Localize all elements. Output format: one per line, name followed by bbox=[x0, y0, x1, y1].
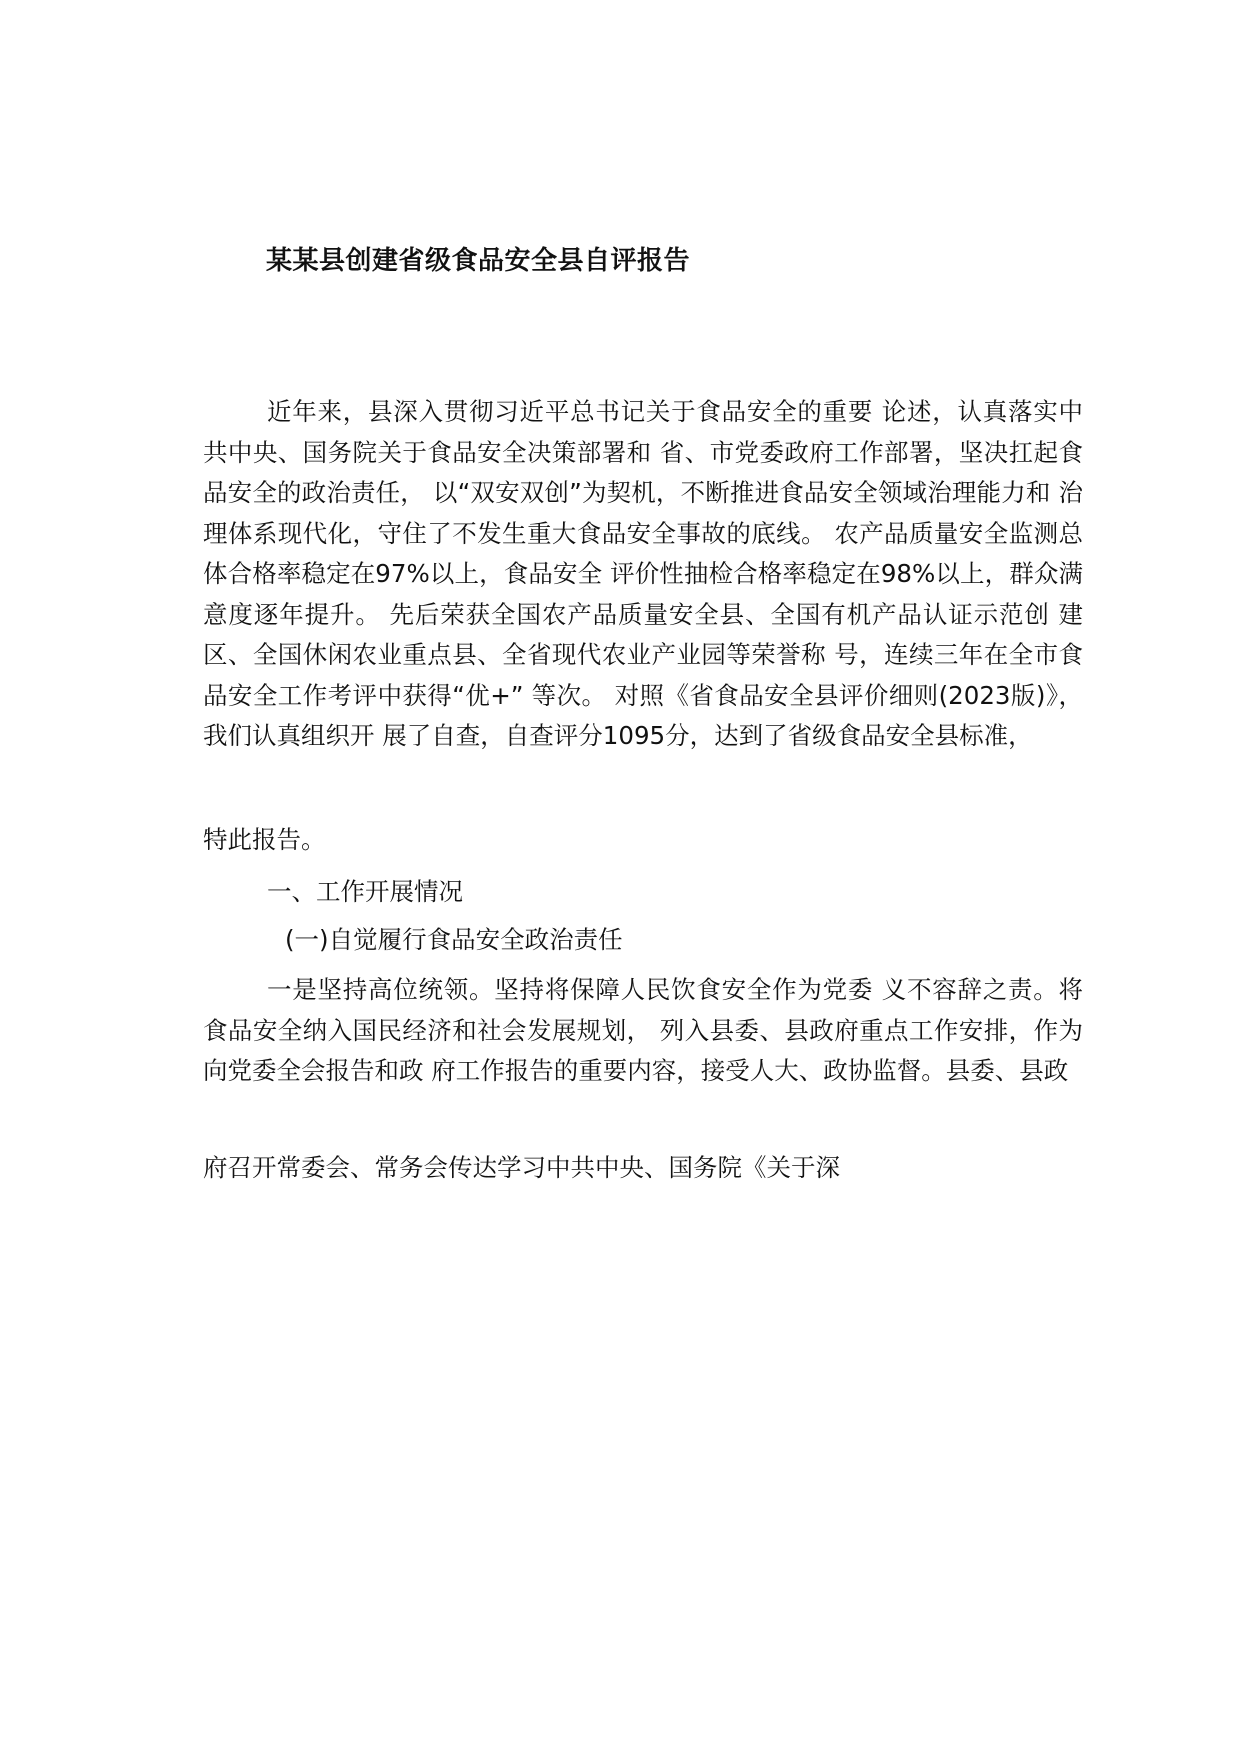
intro-paragraph: 近年来，县深入贯彻习近平总书记关于食品安全的重要 论述，认真落实中共中央、国务院关于食品安全决策部署和 省、市党委政府工作部署，坚决扛起食品安全的政治责任， 以“双安双创”为契机，不断推进食品安全领域治理能力和 治理体系现代化，守住了不发生重大食品安全事故的底线。 农产品质量安全监测总体合格率稳定在97%以上，食品安全 评价性抽检合格率稳定在98%以上，群众满意度逐年提升。 先后荣获全国农产品质量安全县、全国有机产品认证示范创 建区、全国休闲农业重点县、全省现代农业产业园等荣誉称 号，连续三年在全市食品安全工作考评中获得“优+” 等次。 对照《省食品安全县评价细则(2023版)》，我们认真组织开 展了自查，自查评分1095分，达到了省级食品安全县标准， bbox=[203, 397, 1083, 750]
report-closing-line: 特此报告。 bbox=[203, 825, 326, 854]
section-heading-work-status: 一、工作开展情况 bbox=[267, 877, 463, 906]
subsection-heading-political-responsibility: (一)自觉履行食品安全政治责任 bbox=[285, 925, 623, 954]
continued-paragraph: 府召开常委会、常务会传达学习中共中央、国务院《关于深 bbox=[203, 1153, 840, 1182]
point-one-paragraph: 一是坚持高位统领。坚持将保障人民饮食安全作为党委 义不容辞之责。将食品安全纳入国民经济和社会发展规划， 列入县委、县政府重点工作安排，作为向党委全会报告和政 府工作报告的重要内容，接受人大、政协监督。县委、县政 bbox=[203, 975, 1083, 1085]
document-title: 某某县创建省级食品安全县自评报告 bbox=[266, 246, 691, 276]
